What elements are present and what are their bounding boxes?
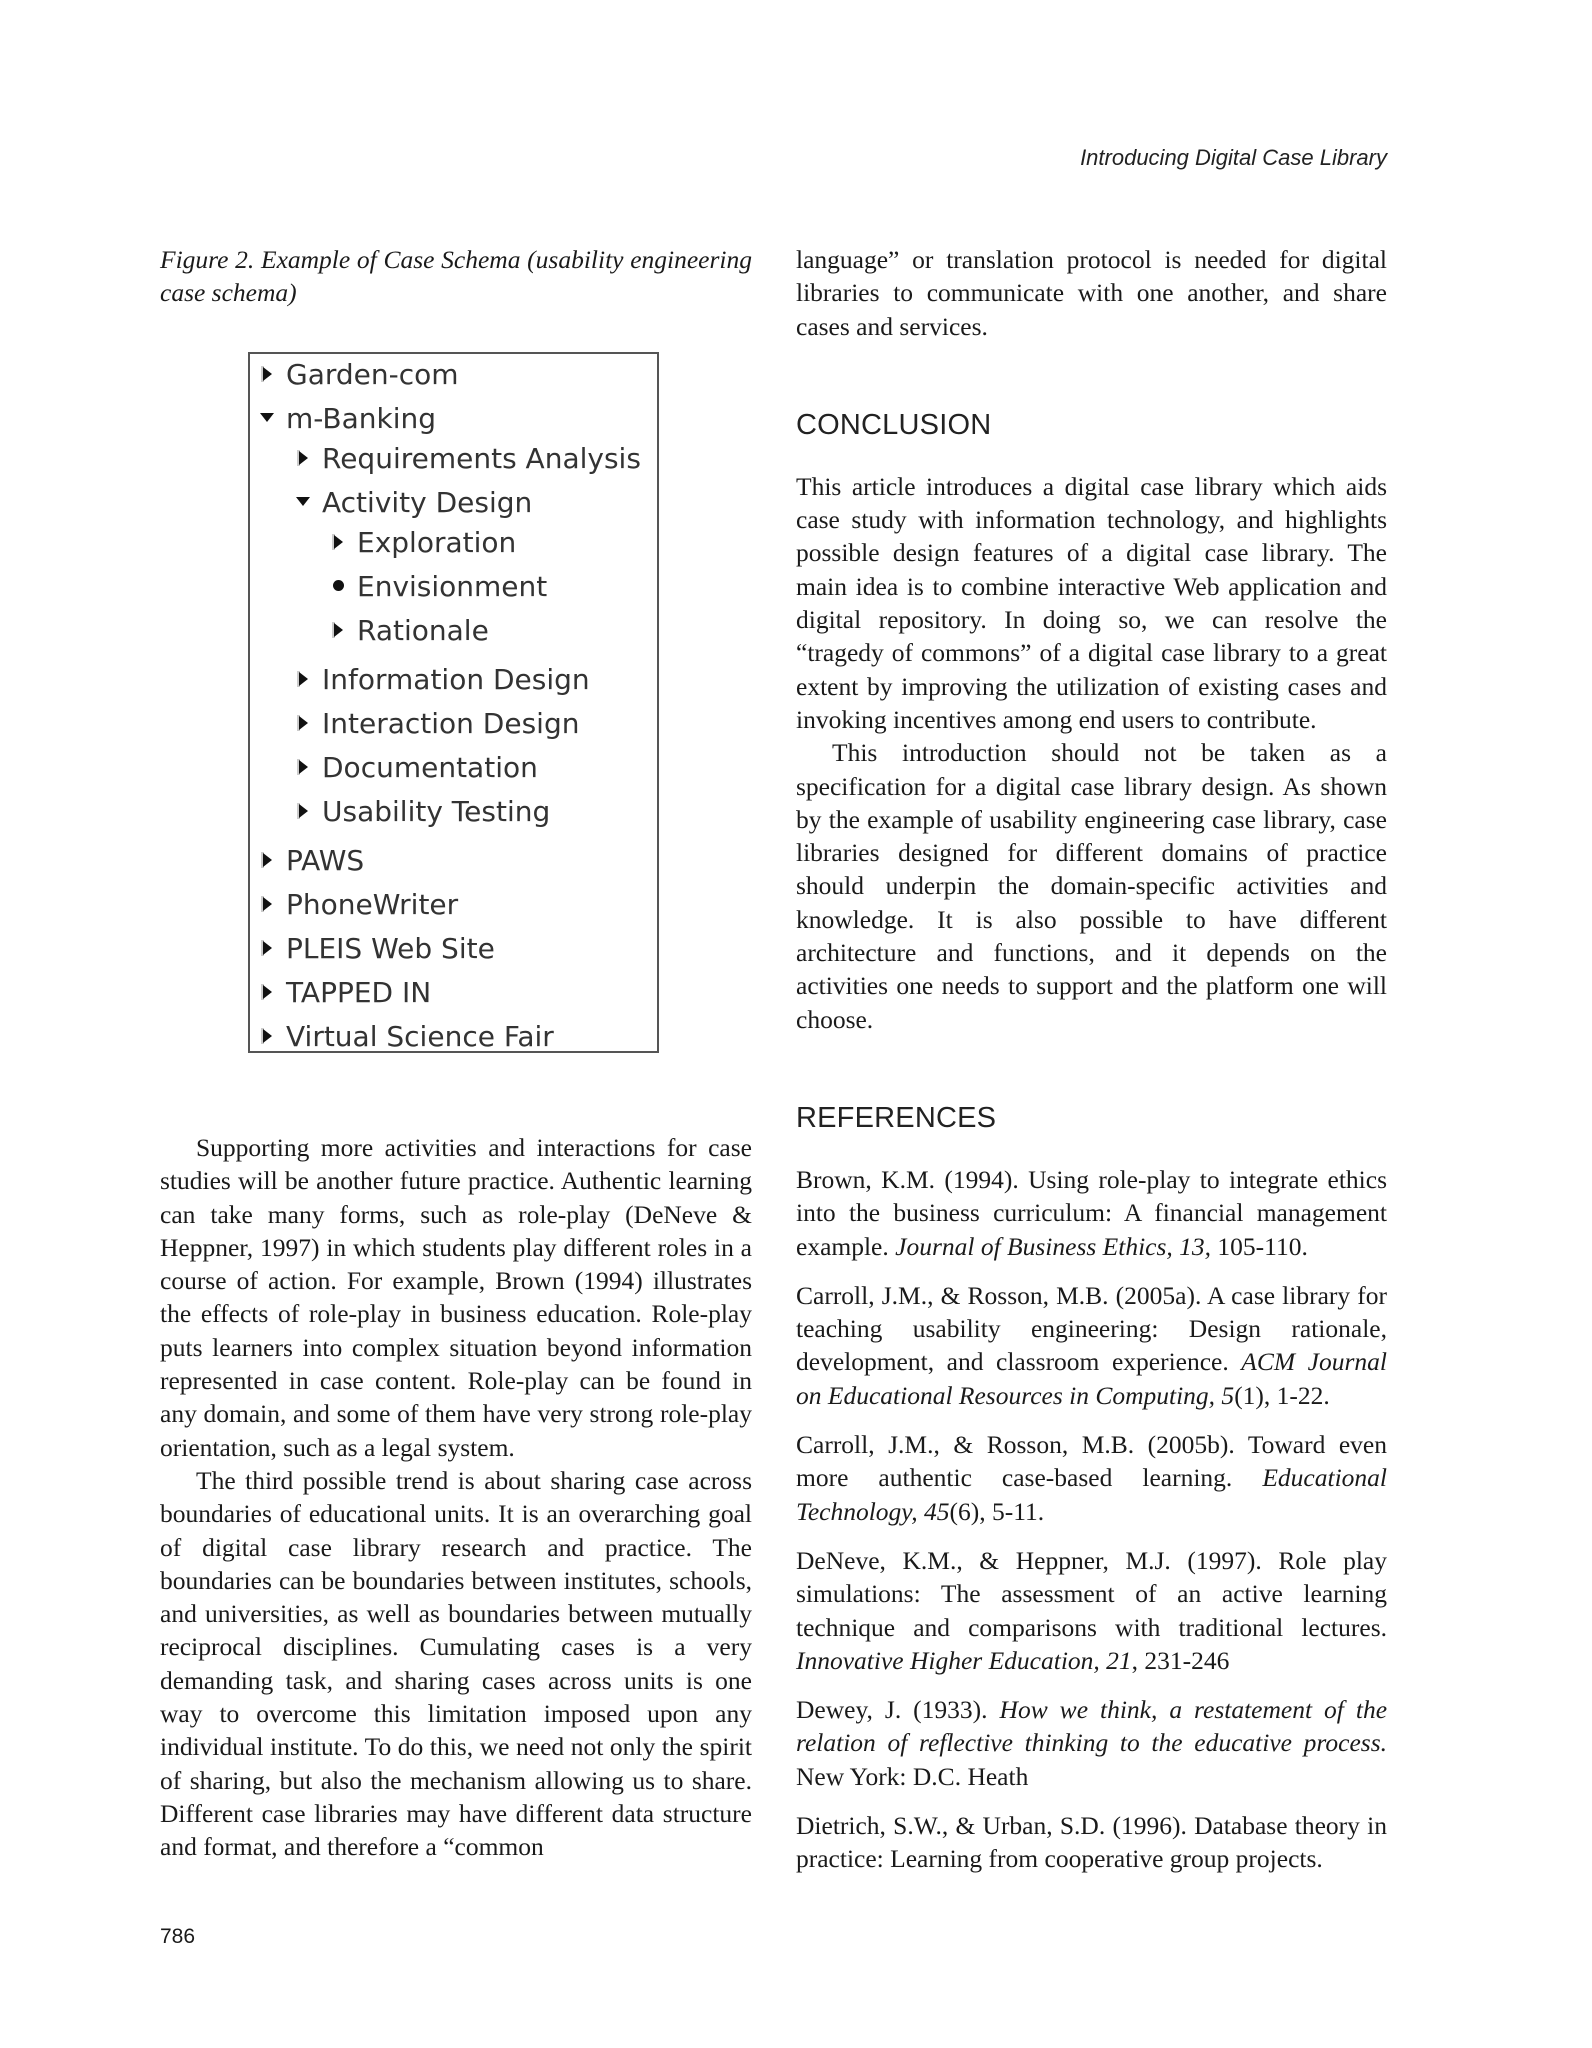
tree-node-garden-com[interactable] — [258, 356, 459, 392]
reference-list — [796, 1163, 1387, 1876]
tree-node-usability-testing[interactable] — [294, 793, 550, 829]
conclusion-paragraph: This article introduces a digital case library which aids case study with information technology, and highlights possible design features of a digital case library. The main idea is to combine interactive Web application and digital repository. In doing so, we can resolve the “tragedy of commons” of a digital case library to a great extent by improving the utilization of existing cases and invoking incentives among end users to contribute. — [796, 471, 1387, 734]
tree-node-documentation[interactable] — [294, 749, 538, 785]
tree-node-label: Rationale — [357, 613, 489, 647]
tree-node-virtual-science-fair[interactable] — [258, 1018, 554, 1054]
tree-node-m-banking[interactable] — [258, 400, 436, 436]
expand-arrow-icon[interactable] — [294, 448, 314, 468]
collapse-arrow-icon[interactable] — [294, 492, 314, 512]
expand-arrow-icon[interactable] — [258, 1026, 278, 1046]
tree-node-label: Requirements Analysis — [322, 441, 641, 475]
tree-node-envisionment[interactable] — [329, 568, 547, 604]
tree-node-label: Activity Design — [322, 485, 533, 519]
page-number: 786 — [160, 1925, 196, 1948]
expand-arrow-icon[interactable] — [258, 364, 278, 384]
tree-node-label: PLEIS Web Site — [286, 931, 495, 965]
tree-node-label: Exploration — [357, 525, 517, 559]
tree-node-phonewriter[interactable] — [258, 886, 458, 922]
tree-node-information-design[interactable] — [294, 661, 590, 697]
tree-node-exploration[interactable] — [329, 524, 516, 560]
continuation-paragraph: language” or translation protocol is needed for digital libraries to communicate with one another, and share cases and services. — [796, 245, 1387, 341]
tree-node-label: Envisionment — [357, 569, 548, 603]
tree-node-label: Information Design — [322, 662, 590, 696]
tree-node-label: Documentation — [322, 750, 538, 784]
expand-arrow-icon[interactable] — [258, 938, 278, 958]
tree-node-label: TAPPED IN — [286, 975, 432, 1009]
figure-caption: Figure 2. Example of Case Schema (usability engineering case schema) — [160, 245, 752, 307]
expand-arrow-icon[interactable] — [294, 713, 314, 733]
expand-arrow-icon[interactable] — [294, 757, 314, 777]
tree-node-label: PhoneWriter — [286, 887, 459, 921]
expand-arrow-icon[interactable] — [258, 982, 278, 1002]
expand-arrow-icon[interactable] — [258, 850, 278, 870]
reference-item: Carroll, J.M., & Rosson, M.B. (2005a). A case library for teaching usability engineering: Design rationale, development, and classroom experience. ACM Journal on Educational Resources in Computing, 5(1), 1-22. — [796, 1280, 1387, 1410]
tree-node-activity-design[interactable] — [294, 484, 532, 520]
tree-node-label: PAWS — [286, 843, 365, 877]
conclusion-heading: CONCLUSION — [796, 408, 992, 441]
collapse-arrow-icon[interactable] — [258, 408, 278, 428]
expand-arrow-icon[interactable] — [329, 620, 349, 640]
tree-node-pleis-web-site[interactable] — [258, 930, 495, 966]
bullet-icon — [329, 576, 349, 596]
right-column — [796, 243, 1387, 1892]
tree-node-label: Interaction Design — [322, 706, 580, 740]
expand-arrow-icon[interactable] — [258, 894, 278, 914]
expand-arrow-icon[interactable] — [329, 532, 349, 552]
left-column — [160, 243, 752, 309]
reference-item: DeNeve, K.M., & Heppner, M.J. (1997). Role play simulations: The assessment of an active learning technique and comparisons with traditional lectures. Innovative Higher Education, 21, 231-246 — [796, 1545, 1387, 1675]
tree-node-requirements-analysis[interactable] — [294, 440, 641, 476]
conclusion-paragraph: This introduction should not be taken as a specification for a digital case library design. As shown by the example of usability engineering case library, case libraries designed for different domains of practice should underpin the domain-specific activities and knowledge. It is also possible to have different architecture and functions, and it depends on the activities one needs to support and the platform one will choose. — [796, 738, 1387, 1034]
reference-item: Carroll, J.M., & Rosson, M.B. (2005b). Toward even more authentic case-based learning. Educational Technology, 45(6), 5-11. — [796, 1430, 1387, 1526]
tree-node-tapped-in[interactable] — [258, 974, 431, 1010]
reference-item: Dietrich, S.W., & Urban, S.D. (1996). Database theory in practice: Learning from cooperative group projects. — [796, 1810, 1387, 1874]
reference-item: Brown, K.M. (1994). Using role-play to integrate ethics into the business curriculum: A financial management example. Journal of Business Ethics, 13, 105-110. — [796, 1164, 1387, 1261]
tree-node-label: Garden-com — [286, 357, 459, 391]
tree-node-label: Usability Testing — [322, 794, 551, 828]
tree-node-label: m-Banking — [286, 401, 437, 435]
expand-arrow-icon[interactable] — [294, 669, 314, 689]
case-schema-tree — [248, 352, 659, 1053]
reference-item: Dewey, J. (1933). How we think, a restatement of the relation of reflective thinking to the educative process. New York: D.C. Heath — [796, 1695, 1388, 1791]
tree-node-label: Virtual Science Fair — [286, 1019, 554, 1053]
tree-node-interaction-design[interactable] — [294, 705, 579, 741]
references-heading: REFERENCES — [796, 1101, 997, 1134]
tree-node-paws[interactable] — [258, 842, 364, 878]
left-body-text — [160, 1131, 752, 1864]
expand-arrow-icon[interactable] — [294, 801, 314, 821]
tree-node-rationale[interactable] — [329, 612, 489, 648]
running-title: Introducing Digital Case Library — [1080, 145, 1387, 170]
paragraph-sharing: The third possible trend is about sharing case across boundaries of educational units. It is an overarching goal of digital case library research and practice. The boundaries can be boundaries between institutes, schools, and universities, as well as boundaries between mutually reciprocal disciplines. Cumulating cases is a very demanding task, and sharing cases across units is one way to overcome this limitation imposed upon any individual institute. To do this, we need not only the spirit of sharing, but also the mechanism allowing us to share. Different case libraries may have different data structure and format, and therefore a “common — [160, 1465, 752, 1862]
paragraph-roleplay: Supporting more activities and interactions for case studies will be another future practice. Authentic learning can take many forms, such as role-play (DeNeve & Heppner, 1997) in which students play different roles in a course of action. For example, Brown (1994) illustrates the effects of role-play in business education. Role-play puts learners into complex situation beyond information represented in case content. Role-play can be found in any domain, and some of them have very strong role-play orientation, such as a legal system. — [160, 1133, 752, 1462]
